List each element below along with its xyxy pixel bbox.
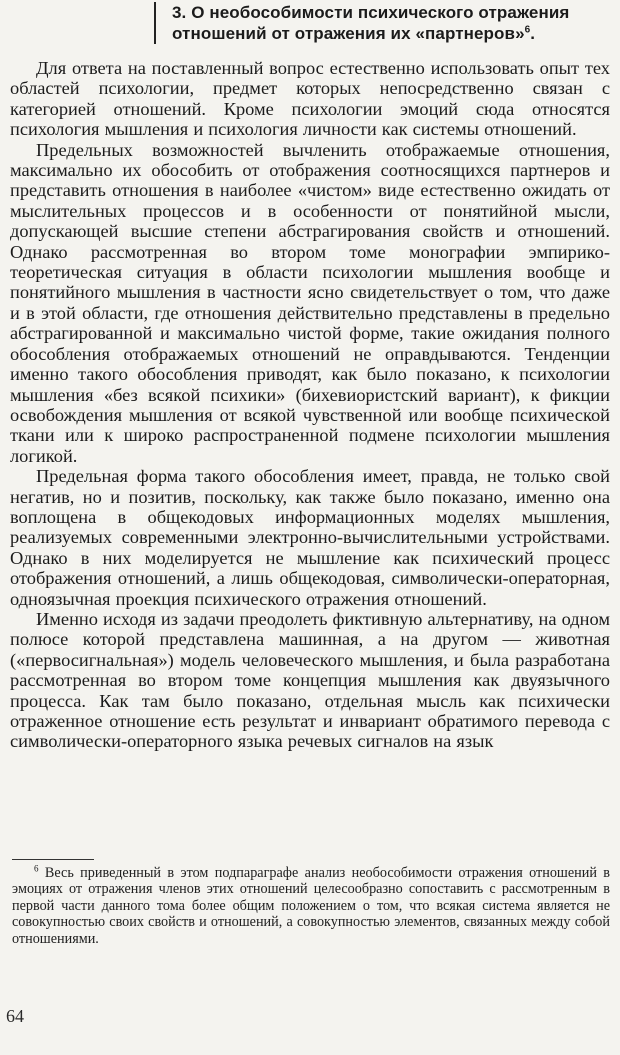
body-text — [10, 58, 610, 752]
section-heading — [172, 2, 612, 44]
paragraph: Для ответа на поставленный вопрос естественно использовать опыт тех областей психологии, предмет которых непосредственно связан с категорией отношений. Кроме психологии эмоций сюда относятся психология мышления и психология личности как системы отношений. — [10, 58, 610, 140]
heading-footnote-ref: 6 — [524, 24, 531, 36]
footnote — [12, 865, 610, 947]
footnote-divider — [12, 859, 94, 860]
paragraph: Предельных возможностей вычленить отображаемые отношения, максимально их обособить от отображения соотносящихся партнеров и представить отношения в наиболее «чистом» виде естественно ожидать от мыслительных процессов и в особенности от понятийной мысли, допускающей высшие степени абстрагирования свойств и отношений. Однако рассмотренная во втором томе монографии эмпирико-теоретическая ситуация в области психологии мышления вообще и понятийного мышления в частности ясно свидетельствует о том, что даже и в этой области, где отношения действительно представлены в предельно абстрагированной и максимально чистой форме, такие ожидания полного обособления отображаемых отношений не оправдываются. Тенденции именно такого обособления приводят, как было показано, к психологии мышления «без всякой психики» (бихевиористский вариант), к фикции освобождения мышления от всякой чувственной или вообще психической ткани или к широко распространенной подмене психологии мышления логикой. — [10, 139, 610, 466]
footnote-marker: 6 — [34, 863, 39, 874]
heading-period: . — [530, 24, 536, 43]
paragraph: Именно исходя из задачи преодолеть фиктивную альтернативу, на одном полюсе которой представлена машинная, а на другом — животная («первосигнальная») модель человеческого мышления, и была разработана рассмотренная во втором томе концепция мышления как двуязычного процесса. Как там было показано, отдельная мысль как психически отраженное отношение есть результат и инвариант обратимого перевода с символически-операторного языка речевых сигналов на язык — [10, 608, 610, 752]
footnote-text: Весь приведенный в этом подпараграфе анализ необособимости отражения отношений в эмоциях от отражения членов этих отношений целесообразно сопоставить с рассмотренным в первой части данного тома более общим положением о том, что всякая система является не совокупностью своих свойств и отношений, а совокупностью элементов, связанных между собой отношениями. — [12, 865, 611, 947]
section-heading-block — [154, 2, 612, 44]
section-heading-text: 3. О необособимости психического отражения отношений от отражения их «партнеров» — [172, 3, 570, 43]
paragraph: Предельная форма такого обособления имеет, правда, не только свой негатив, но и позитив, поскольку, как также было показано, именно она воплощена в общекодовых информационных моделях мышления, реализуемых современными электронно-вычислительными устройствами. Однако в них моделируется не мышление как психический процесс отображения отношений, а лишь общекодовая, символически-операторная, одноязычная проекция психического отражения отношений. — [10, 466, 610, 609]
page-number: 64 — [6, 1006, 24, 1026]
